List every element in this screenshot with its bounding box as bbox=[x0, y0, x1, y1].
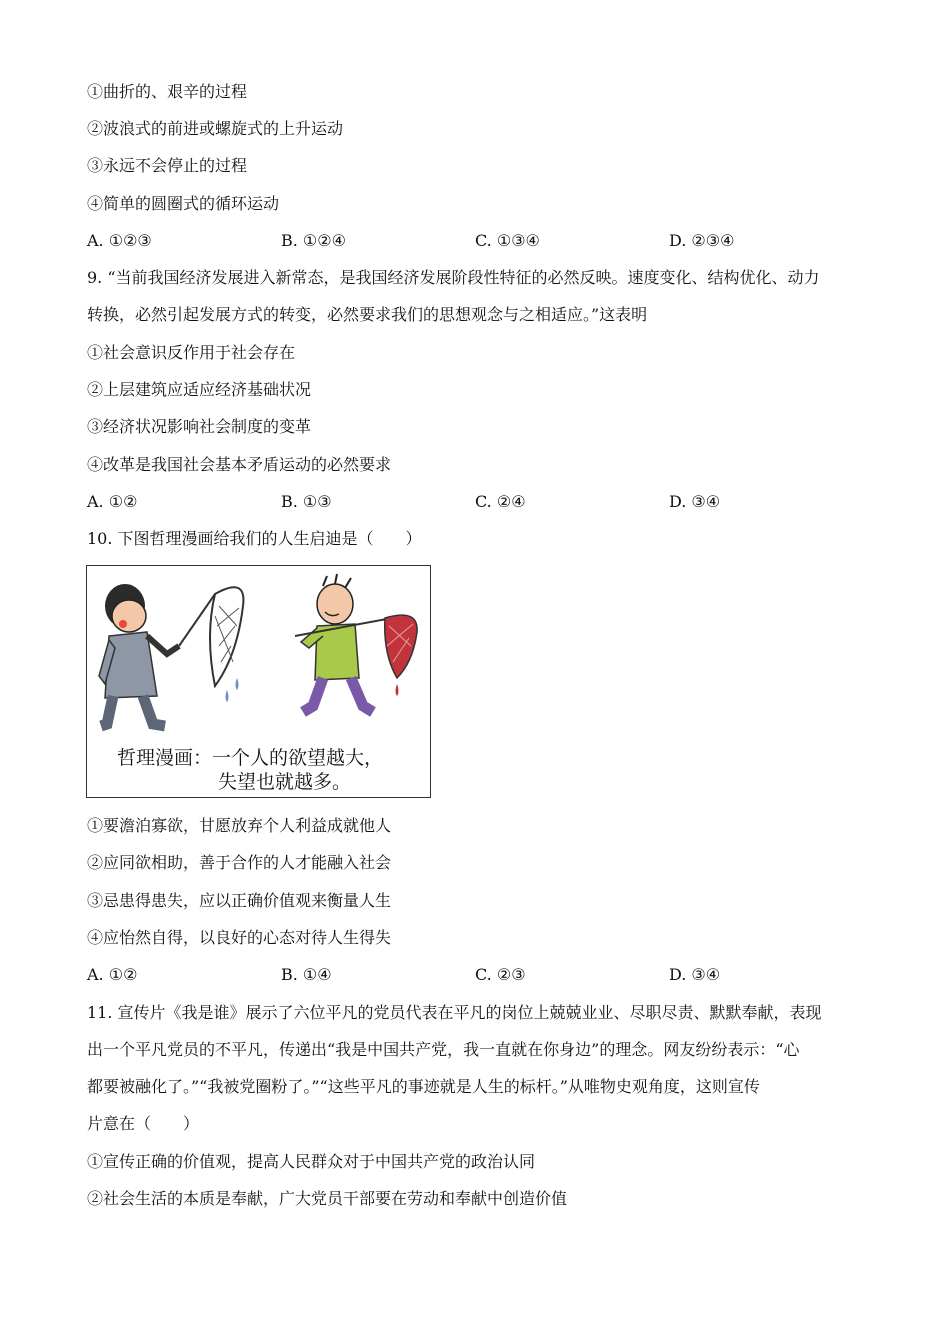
cartoon-caption-line-1: 哲理漫画：一个人的欲望越大， bbox=[117, 747, 384, 769]
q11-item-1: ①宣传正确的价值观，提高人民群众对于中国共产党的政治认同 bbox=[87, 1152, 536, 1171]
q10-option-b[interactable]: B. ①④ bbox=[281, 965, 332, 984]
happy-boy-figure bbox=[295, 574, 417, 712]
q8-item-3: ③永远不会停止的过程 bbox=[87, 156, 248, 175]
q9-item-2: ②上层建筑应适应经济基础状况 bbox=[87, 380, 312, 399]
q8-item-4: ④简单的圆圈式的循环运动 bbox=[87, 194, 280, 213]
q10-option-a[interactable]: A. ①② bbox=[87, 965, 138, 984]
cartoon-caption bbox=[117, 746, 383, 794]
q10-item-1: ①要澹泊寡欲，甘愿放弃个人利益成就他人 bbox=[87, 816, 392, 835]
q9-option-a[interactable]: A. ①② bbox=[87, 492, 138, 511]
q8-option-d[interactable]: D. ②③④ bbox=[669, 231, 735, 250]
sad-man-figure bbox=[99, 584, 243, 726]
q10-stem: 10. 下图哲理漫画给我们的人生启迪是（ ） bbox=[87, 529, 422, 548]
q10-options bbox=[87, 965, 867, 985]
q9-option-d[interactable]: D. ③④ bbox=[669, 492, 721, 511]
q8-item-2: ②波浪式的前进或螺旋式的上升运动 bbox=[87, 119, 344, 138]
cartoon-caption-line-2: 失望也就越多。 bbox=[218, 771, 352, 793]
q10-option-c[interactable]: C. ②③ bbox=[475, 965, 526, 984]
q11-stem-line-1: 11. 宣传片《我是谁》展示了六位平凡的党员代表在平凡的岗位上兢兢业业、尽职尽责、默默奉献，表现 bbox=[87, 1003, 822, 1022]
q9-option-b[interactable]: B. ①③ bbox=[281, 492, 332, 511]
q9-stem-line-1: 9. “当前我国经济发展进入新常态，是我国经济发展阶段性特征的必然反映。速度变化、结构优化、动力 bbox=[87, 268, 820, 287]
q11-stem-line-3: 都要被融化了。”“我被党圈粉了。”“这些平凡的事迹就是人生的标杆。”从唯物史观角度，这则宣传 bbox=[87, 1077, 760, 1096]
q8-option-b[interactable]: B. ①②④ bbox=[281, 231, 346, 250]
q11-stem-line-2: 出一个平凡党员的不平凡，传递出“我是中国共产党，我一直就在你身边”的理念。网友纷纷表示：“心 bbox=[87, 1040, 800, 1059]
q9-options bbox=[87, 492, 867, 512]
q11-stem-line-4: 片意在（ ） bbox=[87, 1114, 200, 1133]
q9-option-c[interactable]: C. ②④ bbox=[475, 492, 526, 511]
q10-item-3: ③忌患得患失，应以正确价值观来衡量人生 bbox=[87, 891, 392, 910]
q8-option-c[interactable]: C. ①③④ bbox=[475, 231, 540, 250]
q9-item-1: ①社会意识反作用于社会存在 bbox=[87, 343, 296, 362]
q10-option-d[interactable]: D. ③④ bbox=[669, 965, 721, 984]
q10-item-4: ④应怡然自得，以良好的心态对待人生得失 bbox=[87, 928, 392, 947]
q9-stem-line-2: 转换，必然引起发展方式的转变，必然要求我们的思想观念与之相适应。”这表明 bbox=[87, 305, 648, 324]
q8-options bbox=[87, 231, 867, 251]
q11-item-2: ②社会生活的本质是奉献，广大党员干部要在劳动和奉献中创造价值 bbox=[87, 1189, 568, 1208]
q9-item-4: ④改革是我国社会基本矛盾运动的必然要求 bbox=[87, 455, 392, 474]
q8-option-a[interactable]: A. ①②③ bbox=[87, 231, 152, 250]
q10-item-2: ②应同欲相助，善于合作的人才能融入社会 bbox=[87, 853, 392, 872]
q8-item-1: ①曲折的、艰辛的过程 bbox=[87, 82, 248, 101]
philosophy-cartoon bbox=[86, 565, 431, 798]
q9-item-3: ③经济状况影响社会制度的变革 bbox=[87, 417, 312, 436]
